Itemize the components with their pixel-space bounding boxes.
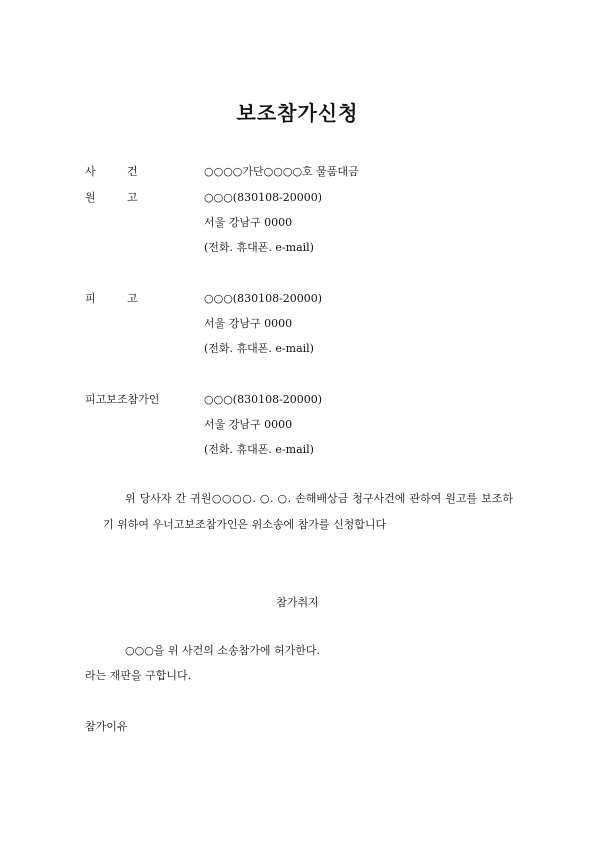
defendant-address: 서울 강남구 0000: [204, 317, 293, 330]
document-title: 보조참가신청: [236, 101, 359, 125]
plaintiff-label: [85, 190, 143, 206]
purpose-line-2: 라는 재판을 구합니다.: [85, 669, 192, 682]
case-label-b: 건: [127, 165, 138, 178]
purpose-heading: 참가취지: [276, 596, 319, 609]
defendant-label-b: 고: [127, 292, 138, 305]
plaintiff-label-b: 고: [127, 191, 138, 204]
defendant-label: [85, 291, 143, 307]
plaintiff-address: 서울 강남구 0000: [204, 216, 293, 229]
plaintiff-contact: (전화. 휴대폰. e-mail): [204, 241, 314, 254]
intervenor-name: ○○○(830108-20000): [204, 393, 323, 406]
plaintiff-name: ○○○(830108-20000): [204, 191, 323, 204]
case-label-a: 사: [85, 165, 96, 178]
plaintiff-label-a: 원: [85, 191, 96, 204]
intervenor-label: 피고보조참가인: [85, 393, 160, 406]
body-paragraph-text: 위 당사자 간 귀원○○○○. ○. ○. 손해배상금 청구사건에 관하여 원고를 보조하기 위하여 우너고보조참가인은 위소송에 참가를 신청합니다: [103, 492, 513, 531]
defendant-name: ○○○(830108-20000): [204, 292, 323, 305]
case-label: [85, 164, 143, 180]
defendant-contact: (전화. 휴대폰. e-mail): [204, 342, 314, 355]
case-value: ○○○○가단○○○○호 물품대금: [204, 165, 359, 178]
body-paragraph: [103, 486, 513, 538]
defendant-label-a: 피: [85, 292, 96, 305]
reason-heading: 참가이유: [85, 720, 128, 733]
intervenor-address: 서울 강남구 0000: [204, 418, 293, 431]
intervenor-contact: (전화. 휴대폰. e-mail): [204, 443, 314, 456]
purpose-line-1: ○○○을 위 사건의 소송참가에 허가한다.: [125, 644, 321, 657]
